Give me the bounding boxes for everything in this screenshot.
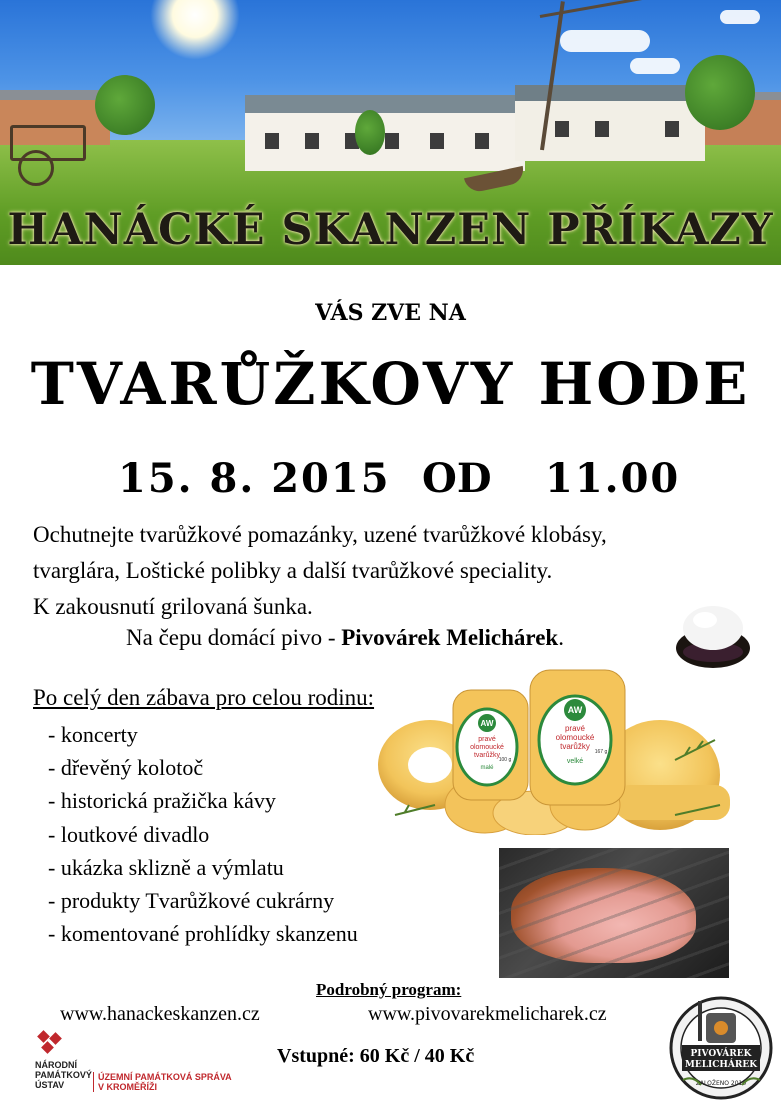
ump-line: V KROMĚŘÍŽI	[98, 1082, 158, 1092]
brewery-name: Pivovárek Melichárek	[341, 625, 559, 650]
description-line: Ochutnejte tvarůžkové pomazánky, uzené tvarůžkové klobásy,	[33, 522, 607, 547]
cheese-label-size: malé	[480, 765, 494, 771]
list-item: - koncerty	[48, 718, 358, 751]
cheese-label-text: tvarůžky	[473, 752, 501, 759]
ump-line: ÚZEMNÍ PAMÁTKOVÁ SPRÁVA	[98, 1072, 232, 1082]
cloud	[560, 30, 650, 52]
cart-wheel	[18, 150, 54, 186]
brewery-url-link[interactable]: www.pivovarekmelicharek.cz	[368, 1003, 607, 1025]
cheese-spread-image	[673, 600, 753, 672]
fun-list	[48, 718, 358, 950]
cheese-brand-large: AW	[567, 705, 583, 715]
program-label: Podrobný program:	[316, 980, 462, 999]
tree	[685, 55, 755, 130]
invite-text: VÁS ZVE NA	[315, 300, 466, 326]
beer-prefix: Na čepu domácí pivo -	[126, 625, 342, 650]
cheese-label-weight: 167 g	[594, 749, 608, 755]
ump-name	[93, 1072, 232, 1092]
beer-suffix: .	[558, 625, 564, 650]
cheese-brand-small: AW	[480, 719, 494, 728]
tvaruzky-product-image	[375, 665, 730, 835]
event-title: TVARŮŽKOVY HODE	[30, 350, 751, 418]
cheese-label-text: olomoucké	[555, 733, 595, 742]
entry-price: Vstupné: 60 Kč / 40 Kč	[277, 1045, 475, 1067]
description-line: K zakousnutí grilovaná šunka.	[33, 594, 313, 619]
tree	[95, 75, 155, 135]
brewery-founded: ZALOŽENO 2010	[695, 1080, 747, 1087]
skanzen-url-link[interactable]: www.hanackeskanzen.cz	[60, 1003, 260, 1025]
fun-heading: Po celý den zábava pro celou rodinu:	[33, 685, 375, 710]
tree	[355, 110, 385, 155]
brewery-logo	[668, 995, 774, 1101]
event-time: 11.00	[545, 455, 681, 502]
cheese-label-text: olomoucké	[470, 744, 504, 751]
cloud	[630, 58, 680, 74]
header-banner	[0, 0, 781, 265]
cheese-label-text: tvarůžky	[560, 742, 590, 751]
list-item: - produkty Tvarůžkové cukrárny	[48, 884, 358, 917]
list-item: - komentované prohlídky skanzenu	[48, 917, 358, 950]
brewery-logo-text: MELICHÁREK	[684, 1060, 758, 1070]
banner-title: HANÁCKÉ SKANZEN PŘÍKAZY	[7, 205, 774, 255]
farm-building	[245, 95, 525, 171]
npu-line: PAMÁTKOVÝ	[35, 1070, 92, 1080]
list-item: - dřevěný kolotoč	[48, 751, 358, 784]
event-from-label: OD	[422, 455, 492, 502]
grilled-ham-image	[499, 848, 729, 978]
npu-emblem-icon	[33, 1030, 73, 1058]
list-item: - ukázka sklizně a výmlatu	[48, 851, 358, 884]
npu-logo	[33, 1030, 243, 1090]
cheese-label-weight: 100 g	[498, 757, 512, 763]
sun	[150, 0, 240, 60]
beer-line	[126, 625, 564, 651]
cheese-label-text: pravé	[564, 724, 586, 733]
list-item: - loutkové divadlo	[48, 818, 358, 851]
npu-name	[35, 1060, 92, 1090]
description-line: tvarglára, Loštické polibky a další tvarůžkové speciality.	[33, 558, 553, 583]
npu-line: NÁRODNÍ	[35, 1060, 77, 1070]
list-item: - historická pražička kávy	[48, 784, 358, 817]
cloud	[720, 10, 760, 24]
brewery-logo-text: PIVOVÁREK	[690, 1049, 752, 1059]
npu-line: ÚSTAV	[35, 1080, 65, 1090]
cheese-label-size: velké	[566, 758, 584, 765]
event-date: 15. 8. 2015	[118, 455, 391, 502]
cheese-label-text: pravé	[478, 736, 496, 743]
